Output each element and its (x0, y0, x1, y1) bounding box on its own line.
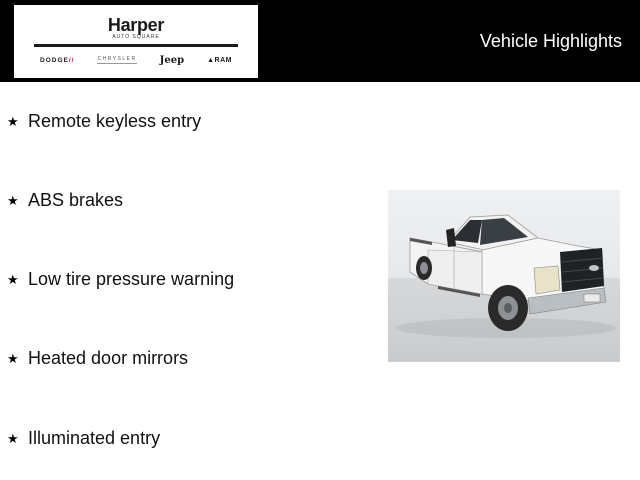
feature-label: Low tire pressure warning (28, 269, 235, 289)
dealer-logo[interactable] (14, 5, 258, 78)
page-title: Vehicle Highlights (479, 31, 622, 51)
feature-item (7, 269, 234, 290)
feature-item (7, 348, 188, 369)
feature-label: Heated door mirrors (28, 348, 189, 368)
star-icon: ★ (7, 271, 19, 287)
dealer-subtitle: AUTO SQUARE (112, 34, 160, 40)
brand-logos (40, 53, 232, 67)
feature-label: ABS brakes (28, 190, 124, 210)
star-icon: ★ (7, 350, 19, 366)
jeep-logo: Jeep (159, 54, 185, 66)
feature-label: Illuminated entry (28, 428, 161, 448)
star-icon: ★ (7, 192, 19, 208)
vehicle-photo[interactable] (388, 190, 620, 362)
page-header (0, 0, 640, 82)
dodge-logo: DODGE// (40, 56, 75, 64)
dealer-name: Harper (107, 15, 165, 35)
chrysler-logo: CHRYSLER (97, 56, 137, 62)
feature-item (7, 190, 123, 211)
feature-label: Remote keyless entry (28, 111, 202, 131)
star-icon: ★ (7, 430, 19, 446)
feature-item (7, 428, 160, 449)
logo-divider (34, 44, 238, 47)
feature-item (7, 111, 201, 132)
star-icon: ★ (7, 113, 19, 129)
ram-logo: ▲RAM (207, 56, 232, 64)
